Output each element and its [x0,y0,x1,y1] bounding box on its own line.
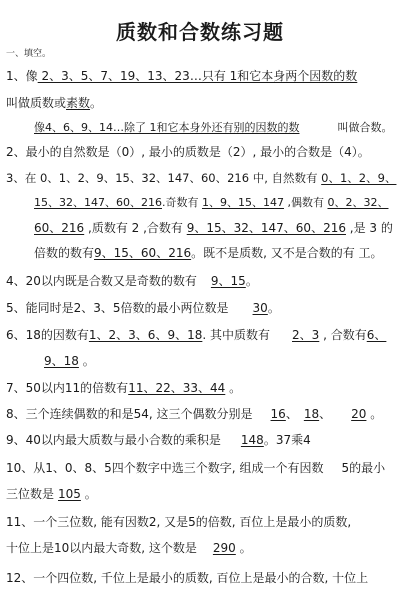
q3-answer-natural-cont: 15、32、147、60、216 [34,196,162,209]
q1-line2-text: 叫做质数或 [6,96,67,110]
q6-answer-composites-cont: 9、18 [44,354,79,368]
q4-end: 。 [245,274,258,288]
question-7 [6,380,241,396]
q9-answer: 148 [240,433,264,447]
q6-answer-factors: 1、2、3、6、9、18 [88,328,203,342]
q1-prime-examples: 2、3、5、7、19、13、23…只有 1和它本身两个因数的数 [37,69,358,83]
question-6-line-2 [44,353,95,369]
q6-text-3: , 合数有 [319,328,367,342]
q8-sep-1: 、 [285,407,298,421]
q3-answer-composite: 9、15、32、147、60、216 [186,221,346,235]
q10-text-2: 5的最小 [341,461,386,475]
q8-answer-2: 18 [303,407,320,421]
question-6-line-1 [6,327,386,343]
question-11-line-2 [6,540,252,556]
q3-answer-odd: 1、9、15、147 [201,196,284,209]
q1-answer-sushu: 素数 [66,96,91,110]
q9-text: 9、40以内最大质数与最小合数的乘积是 [6,433,221,447]
q11-text: 十位上是10以内最大奇数, 这个数是 [6,541,197,555]
q4-answer: 9、15 [210,274,246,288]
q3-text-1: 3、在 0、1、2、9、15、32、147、60、216 中, 自然数有 [6,171,322,185]
q6-answer-primes: 2、3 [292,328,320,342]
q10-answer: 105 [58,487,81,501]
q11-end: 。 [235,541,252,555]
q1-lead: 像 [25,69,38,83]
question-8 [6,406,382,422]
q5-end: 。 [267,301,280,315]
q5-answer: 30 [252,301,268,315]
q3-text-6: 倍数的数有 [34,246,95,260]
question-10-line-1 [6,460,385,476]
q1-composite-tail: 叫做合数。 [337,121,393,134]
question-3-line-2 [34,195,388,211]
q3-answer-natural: 0、1、2、9、 [321,171,397,185]
page-title: 质数和合数练习题 [116,20,284,44]
q3-text-5: ,是 3 的 [345,221,393,235]
q5-text: 5、能同时是2、3、5倍数的最小两位数是 [6,301,229,315]
q10-text-3: 三位数是 [6,487,55,501]
q3-text-4: ,质数有 2 ,合数有 [84,221,187,235]
q3-answer-even: 0、2、32、 [327,196,389,209]
q9-note: 。37乘4 [263,433,311,447]
question-4 [6,273,258,289]
question-3-line-4 [34,245,383,261]
q10-end: 。 [80,487,97,501]
question-3-line-1 [6,170,396,186]
question-9 [6,432,311,448]
q1-composite-examples: 像4、6、9、14…除了 1和它本身外还有别的因数的数 [34,121,300,134]
question-11-line-1: 11、一个三位数, 能有因数2, 又是5的倍数, 百位上是最小的质数, [6,515,352,529]
q6-text-2: . 其中质数有 [202,328,270,342]
q8-end: 。 [366,407,383,421]
section-heading: 一、填空。 [6,49,52,59]
q6-end: 。 [78,354,95,368]
q8-sep-2: 、 [319,407,332,421]
q8-text: 8、三个连续偶数的和是54, 这三个偶数分别是 [6,407,253,421]
question-10-line-2 [6,486,97,502]
q4-text: 4、20以内既是合数又是奇数的数有 [6,274,197,288]
q7-text: 7、50以内11的倍数有 [6,381,129,395]
q3-text-3: ,偶数有 [283,196,328,209]
q8-answer-3: 20 [351,407,367,421]
q6-text-1: 6、18的因数有 [6,328,89,342]
question-12: 12、一个四位数, 千位上是最小的质数, 百位上是最小的合数, 十位上 [6,571,369,585]
question-1-line-1 [6,68,357,84]
q7-end: 。 [225,381,242,395]
question-1-line-3 [34,120,393,136]
q1-line2-end: 。 [90,96,103,110]
q3-text-2: .奇数有 [161,196,202,209]
question-3-line-3 [34,220,393,236]
question-2: 2、最小的自然数是（0）, 最小的质数是（2）, 最小的合数是（4）。 [6,145,370,159]
q11-answer: 290 [212,541,236,555]
question-1-line-2 [6,95,102,111]
q6-answer-composites: 6、 [366,328,387,342]
q3-answer-even-cont: 60、216 [34,221,85,235]
q3-text-7: 。既不是质数, 又不是合数的有 工。 [191,246,383,260]
q10-text-1: 10、从1、0、8、5四个数字中选三个数字, 组成一个有因数 [6,461,324,475]
q8-answer-1: 16 [270,407,286,421]
q7-answer: 11、22、33、44 [128,381,226,395]
question-5 [6,300,280,316]
q3-answer-multiples-of-3: 9、15、60、216 [94,246,192,260]
q1-number: 1、 [6,69,26,83]
